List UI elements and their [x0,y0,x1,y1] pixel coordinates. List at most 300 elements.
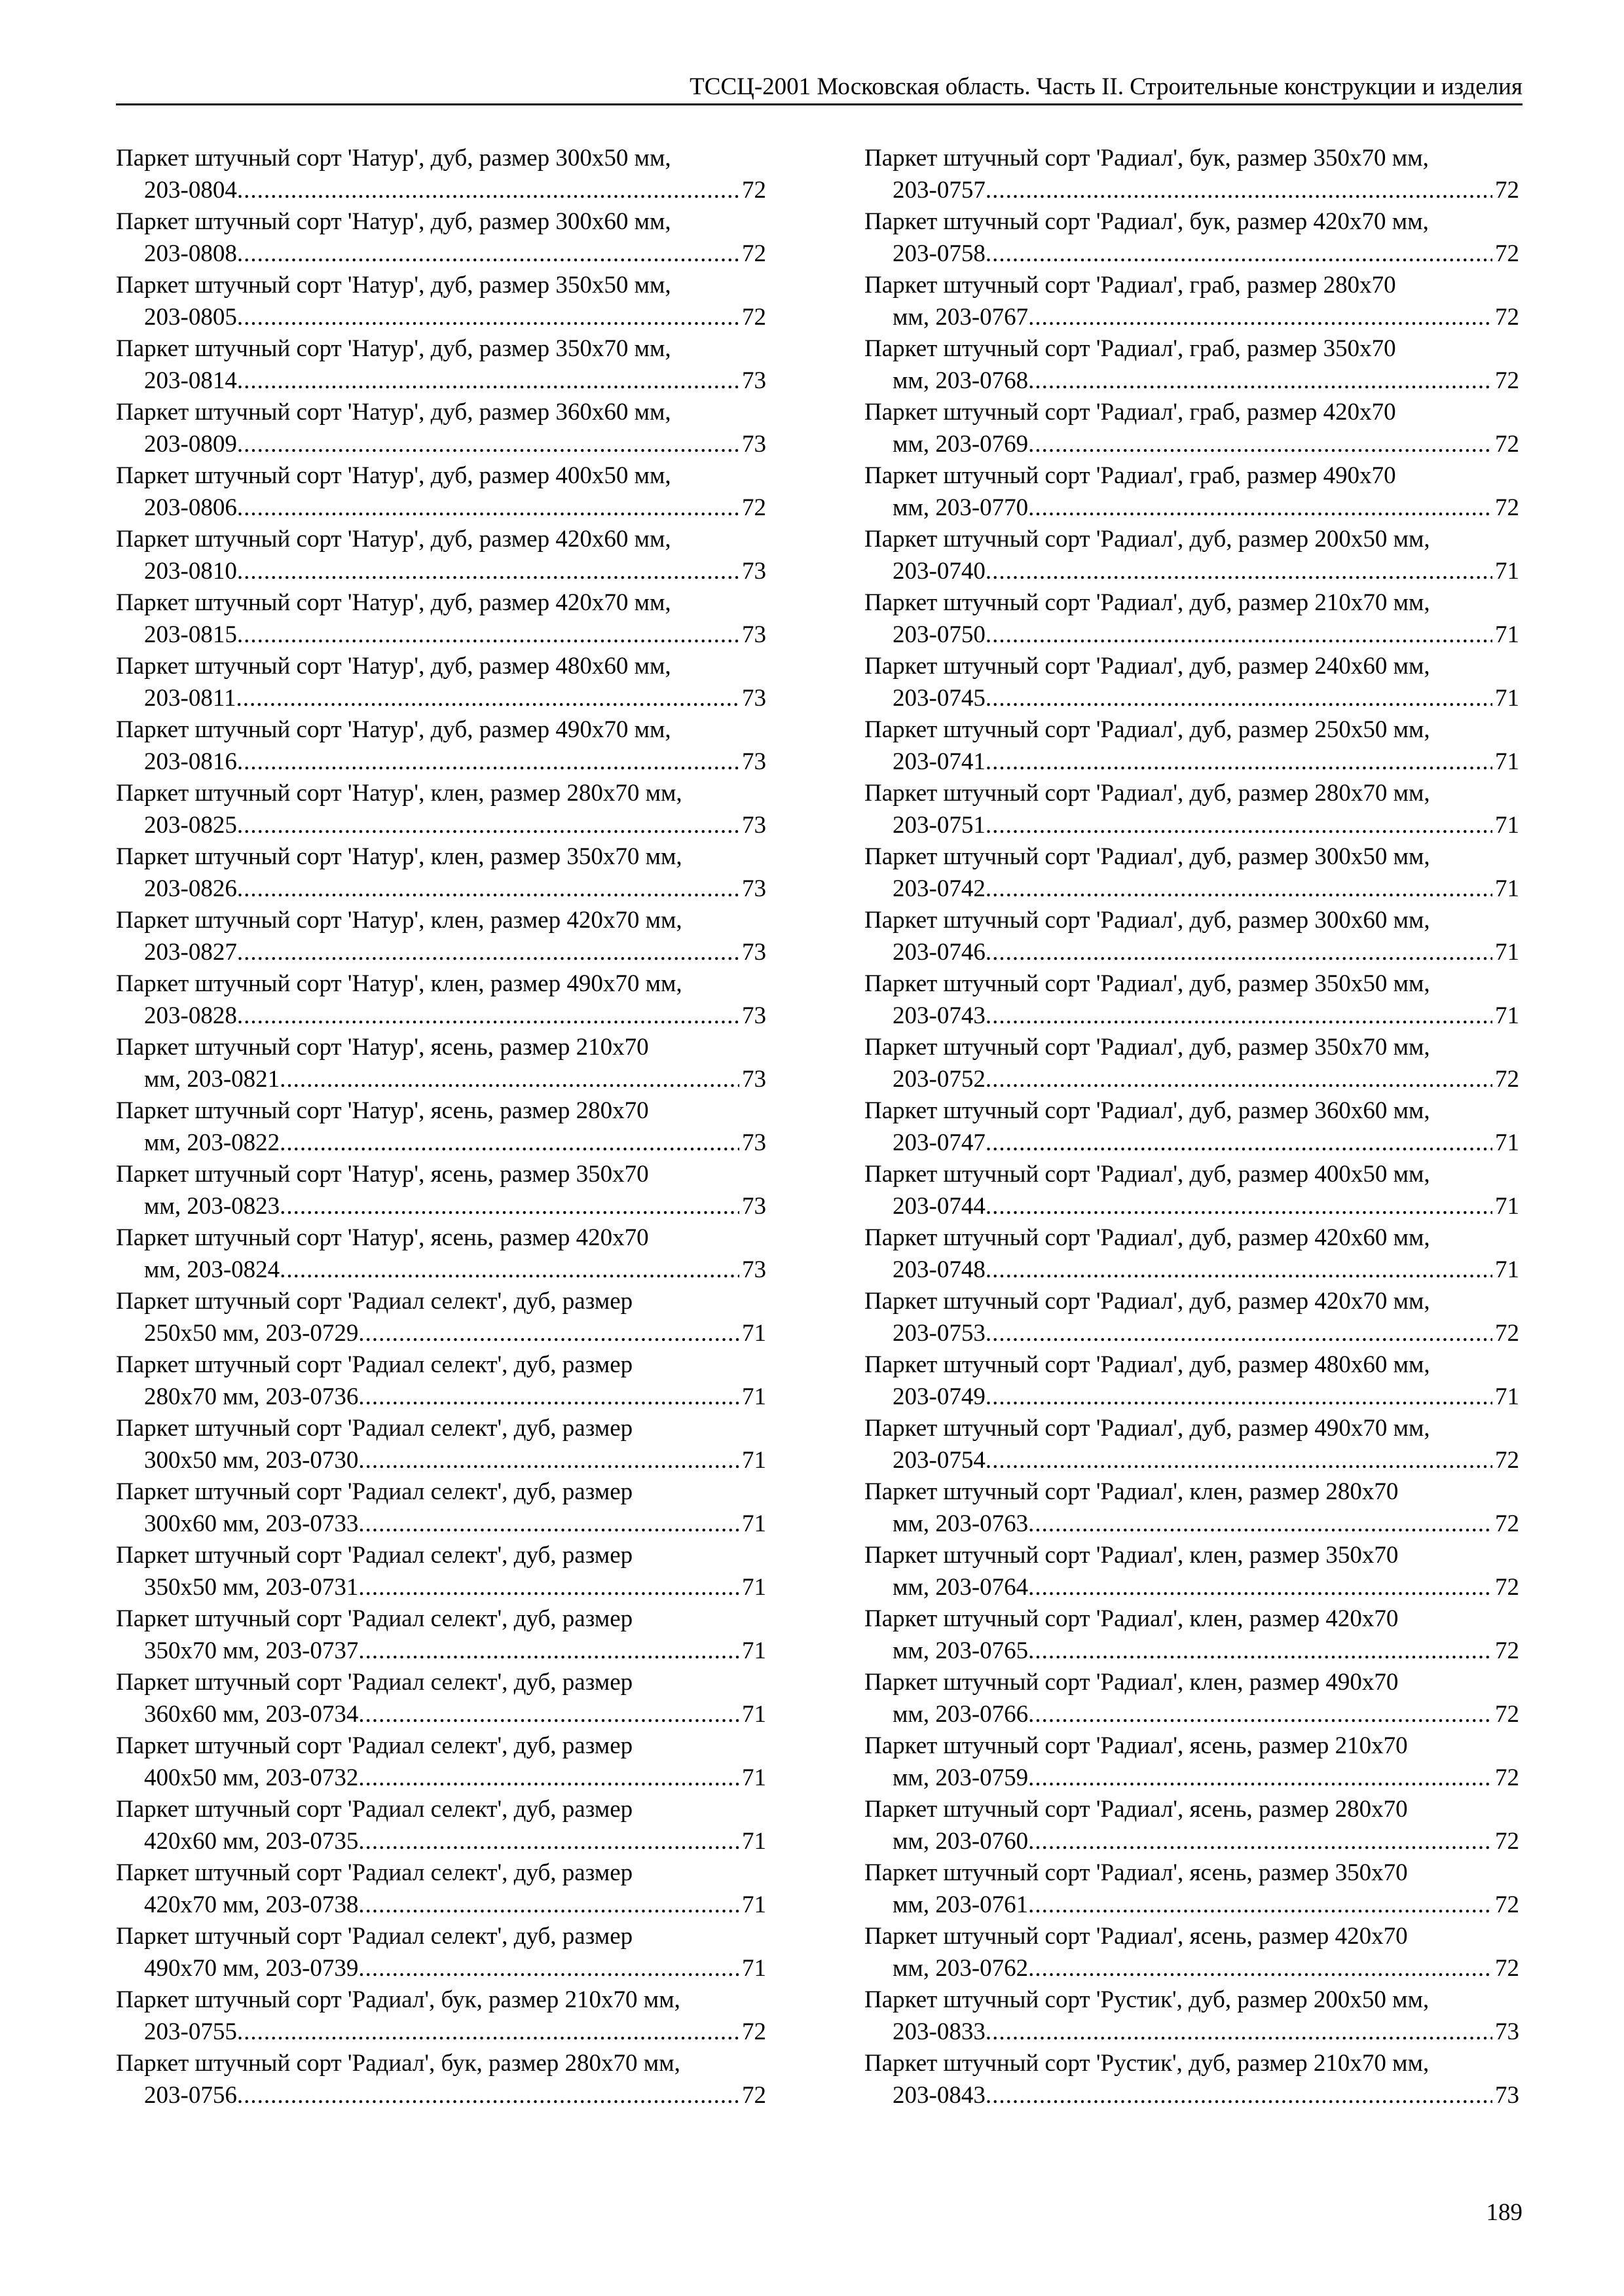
entry-code: мм, 203-0761 [893,1891,1029,1918]
entry-reference-line [864,1191,1519,1223]
entry-page-number: 71 [742,1446,766,1474]
entry-reference-line [116,1381,766,1413]
entry-description: Паркет штучный сорт 'Рустик', дуб, размер 210x70 мм, [864,2050,1430,2077]
entry-code: 203-0752 [893,1065,986,1093]
index-entry [116,270,766,333]
entry-reference-line [116,302,766,334]
index-column-left [116,143,766,2111]
dot-leader [1028,429,1492,461]
index-entry [864,587,1519,651]
entry-page-number: 71 [1495,1383,1519,1410]
entry-page-number: 72 [742,2018,766,2045]
entry-description: Паркет штучный сорт 'Радиал селект', дуб, размер [116,1288,633,1315]
entry-reference-line [864,1381,1519,1413]
dot-leader [1028,302,1492,334]
index-entry [116,333,766,397]
index-entry [864,1921,1519,1984]
dot-leader [986,556,1492,588]
dot-leader [986,873,1492,905]
entry-description: Паркет штучный сорт 'Натур', клен, размер 490x70 мм, [116,970,682,997]
entry-description: Паркет штучный сорт 'Радиал', граб, размер 350x70 [864,335,1396,362]
entry-description: Паркет штучный сорт 'Натур', клен, размер 350x70 мм, [116,843,682,870]
entry-description: Паркет штучный сорт 'Радиал', дуб, размер 300x50 мм, [864,843,1430,870]
entry-page-number: 71 [1495,557,1519,585]
entry-reference-line [864,365,1519,397]
entry-reference-line [864,1826,1519,1858]
entry-code: 250x50 мм, 203-0729 [144,1319,359,1347]
entry-page-number: 73 [1495,2018,1519,2045]
entry-page-number: 73 [742,621,766,648]
index-entry [116,1476,766,1540]
index-entry [116,143,766,206]
entry-code: 490x70 мм, 203-0739 [144,1954,359,1982]
index-entry [116,714,766,778]
index-entry [864,333,1519,397]
entry-reference-line [116,2016,766,2049]
entry-code: 203-0805 [144,303,237,331]
entry-reference-line [864,1572,1519,1604]
entry-code: 203-0746 [893,938,986,966]
entry-reference-line [116,1953,766,1985]
dot-leader [280,1254,739,1286]
entry-description: Паркет штучный сорт 'Радиал селект', дуб, размер [116,1732,633,1759]
entry-description: Паркет штучный сорт 'Радиал', дуб, размер 350x50 мм, [864,970,1430,997]
entry-reference-line [116,492,766,524]
index-entry [116,651,766,714]
dot-leader [1028,1699,1492,1731]
entry-page-number: 72 [1495,1637,1519,1664]
entry-reference-line [116,683,766,715]
index-entry [864,2048,1519,2111]
entry-code: мм, 203-0824 [144,1256,280,1283]
dot-leader [358,1635,739,1667]
index-entry [116,1984,766,2048]
entry-reference-line [116,1000,766,1032]
dot-leader [1028,1508,1492,1540]
dot-leader [237,746,739,778]
entry-reference-line [116,937,766,969]
entry-reference-line [864,1000,1519,1032]
entry-reference-line [116,1127,766,1159]
entry-code: 300x60 мм, 203-0733 [144,1510,359,1537]
index-entry [116,1222,766,1286]
index-entry [864,1413,1519,1476]
dot-leader [986,746,1492,778]
entry-description: Паркет штучный сорт 'Натур', дуб, размер 490x70 мм, [116,716,671,743]
index-entry [864,460,1519,524]
dot-leader [986,175,1492,207]
entry-code: 203-0744 [893,1192,986,1220]
index-entry [864,1984,1519,2048]
entry-reference-line [864,2080,1519,2112]
entry-description: Паркет штучный сорт 'Радиал', граб, размер 490x70 [864,462,1396,489]
entry-page-number: 71 [1495,1002,1519,1029]
entry-reference-line [864,2016,1519,2049]
entry-page-number: 71 [1495,938,1519,966]
entry-code: мм, 203-0759 [893,1764,1029,1791]
entry-description: Паркет штучный сорт 'Радиал', ясень, размер 280x70 [864,1796,1408,1823]
entry-code: мм, 203-0770 [893,494,1029,521]
entry-description: Паркет штучный сорт 'Натур', дуб, размер 300x60 мм, [116,208,671,235]
entry-reference-line [116,1318,766,1350]
entry-reference-line [116,1889,766,1922]
index-entry [864,206,1519,270]
index-entry [864,905,1519,968]
index-entry [116,206,766,270]
entry-code: 360x60 мм, 203-0734 [144,1700,359,1728]
entry-code: 203-0809 [144,430,237,458]
entry-description: Паркет штучный сорт 'Натур', дуб, размер 400x50 мм, [116,462,671,489]
page-number: 189 [1486,2199,1522,2226]
dot-leader [237,302,739,334]
entry-page-number: 72 [1495,1954,1519,1982]
entry-reference-line [864,1508,1519,1540]
entry-code: 203-0750 [893,621,986,648]
entry-description: Паркет штучный сорт 'Радиал', клен, размер 420x70 [864,1605,1399,1632]
entry-reference-line [864,873,1519,905]
entry-page-number: 73 [742,1002,766,1029]
entry-description: Паркет штучный сорт 'Натур', ясень, размер 210x70 [116,1034,649,1061]
entry-code: 203-0816 [144,748,237,775]
dot-leader [1028,1826,1492,1858]
index-entry [116,2048,766,2111]
entry-description: Паркет штучный сорт 'Радиал', дуб, размер 200x50 мм, [864,526,1430,553]
entry-page-number: 72 [1495,176,1519,204]
entry-page-number: 71 [742,1954,766,1982]
entry-page-number: 71 [742,1700,766,1728]
dot-leader [1028,492,1492,524]
entry-reference-line [116,175,766,207]
dot-leader [280,1127,739,1159]
index-entry [116,1095,766,1159]
index-entry [116,905,766,968]
index-entry [116,1667,766,1730]
entry-code: мм, 203-0769 [893,430,1029,458]
entry-code: мм, 203-0764 [893,1573,1029,1601]
entry-code: мм, 203-0767 [893,303,1029,331]
entry-code: мм, 203-0762 [893,1954,1029,1982]
index-entry [864,1667,1519,1730]
index-entry [116,397,766,460]
entry-reference-line [116,1254,766,1286]
entry-page-number: 71 [742,1383,766,1410]
entry-description: Паркет штучный сорт 'Радиал селект', дуб, размер [116,1605,633,1632]
dot-leader [358,1826,739,1858]
index-column-right [864,143,1519,2111]
entry-description: Паркет штучный сорт 'Радиал', дуб, размер 480x60 мм, [864,1351,1430,1378]
entry-description: Паркет штучный сорт 'Натур', дуб, размер 300x50 мм, [116,145,671,172]
index-entry [864,651,1519,714]
entry-page-number: 72 [1495,1065,1519,1093]
index-entry [864,1794,1519,1857]
entry-code: 203-0741 [893,748,986,775]
entry-description: Паркет штучный сорт 'Радиал', ясень, размер 210x70 [864,1732,1408,1759]
entry-code: 203-0749 [893,1383,986,1410]
index-entry [864,968,1519,1032]
dot-leader [986,810,1492,842]
entry-reference-line [864,1254,1519,1286]
entry-page-number: 72 [1495,1446,1519,1474]
entry-page-number: 73 [742,1256,766,1283]
entry-description: Паркет штучный сорт 'Натур', ясень, размер 420x70 [116,1224,649,1251]
entry-description: Паркет штучный сорт 'Радиал селект', дуб, размер [116,1415,633,1442]
dot-leader [358,1953,739,1985]
index-entry [864,1222,1519,1286]
dot-leader [986,1445,1492,1477]
entry-code: 203-0756 [144,2081,237,2109]
entry-description: Паркет штучный сорт 'Натур', дуб, размер 420x70 мм, [116,589,671,616]
dot-leader [280,1191,739,1223]
dot-leader [1028,1635,1492,1667]
dot-leader [237,492,739,524]
entry-code: 203-0827 [144,938,237,966]
index-entry [116,968,766,1032]
entry-page-number: 73 [742,1192,766,1220]
entry-page-number: 71 [742,1764,766,1791]
header-title: ТССЦ-2001 Московская область. Часть II. Строительные конструкции и изделия [690,73,1522,100]
entry-description: Паркет штучный сорт 'Радиал селект', дуб, размер [116,1923,633,1950]
entry-description: Паркет штучный сорт 'Натур', дуб, размер 420x60 мм, [116,526,671,553]
dot-leader [986,619,1492,651]
entry-description: Паркет штучный сорт 'Радиал', дуб, размер 240x60 мм, [864,653,1430,680]
dot-leader [986,1064,1492,1096]
index-entry [864,524,1519,587]
dot-leader [986,1127,1492,1159]
dot-leader [237,937,739,969]
index-entry [864,1032,1519,1095]
entry-description: Паркет штучный сорт 'Радиал', ясень, размер 350x70 [864,1859,1408,1886]
entry-page-number: 72 [1495,367,1519,394]
entry-reference-line [116,1572,766,1604]
entry-page-number: 71 [1495,621,1519,648]
entry-description: Паркет штучный сорт 'Радиал', бук, размер 350x70 мм, [864,145,1429,172]
entry-code: мм, 203-0823 [144,1192,280,1220]
entry-page-number: 71 [742,1510,766,1537]
entry-code: 203-0742 [893,875,986,902]
entry-page-number: 72 [1495,1891,1519,1918]
entry-description: Паркет штучный сорт 'Радиал селект', дуб, размер [116,1796,633,1823]
dot-leader [237,365,739,397]
entry-description: Паркет штучный сорт 'Радиал', бук, размер 420x70 мм, [864,208,1429,235]
entry-reference-line [864,492,1519,524]
index-entry [116,1603,766,1667]
entry-page-number: 71 [742,1827,766,1855]
entry-reference-line [116,556,766,588]
entry-page-number: 72 [742,2081,766,2109]
entry-code: 300x50 мм, 203-0730 [144,1446,359,1474]
index-entry [864,778,1519,841]
entry-description: Паркет штучный сорт 'Радиал', дуб, размер 210x70 мм, [864,589,1430,616]
entry-page-number: 72 [1495,1510,1519,1537]
entry-reference-line [864,175,1519,207]
index-entry [864,1603,1519,1667]
entry-code: 203-0804 [144,176,237,204]
entry-reference-line [116,1635,766,1667]
dot-leader [358,1381,739,1413]
index-entry [116,524,766,587]
entry-code: 420x70 мм, 203-0738 [144,1891,359,1918]
entry-page-number: 72 [1495,303,1519,331]
index-entry [864,1159,1519,1222]
entry-page-number: 71 [1495,748,1519,775]
entry-description: Паркет штучный сорт 'Рустик', дуб, размер 200x50 мм, [864,1986,1430,2013]
entry-page-number: 72 [1495,1827,1519,1855]
entry-reference-line [116,238,766,270]
entry-page-number: 71 [1495,684,1519,712]
entry-description: Паркет штучный сорт 'Радиал селект', дуб, размер [116,1859,633,1886]
entry-description: Паркет штучный сорт 'Радиал', ясень, размер 420x70 [864,1923,1408,1950]
entry-description: Паркет штучный сорт 'Радиал селект', дуб, размер [116,1542,633,1569]
entry-description: Паркет штучный сорт 'Натур', клен, размер 420x70 мм, [116,907,682,934]
index-entry [116,1349,766,1413]
dot-leader [986,1381,1492,1413]
dot-leader [986,1000,1492,1032]
entry-page-number: 71 [742,1319,766,1347]
index-entry [864,143,1519,206]
dot-leader [236,683,739,715]
entry-reference-line [116,365,766,397]
entry-description: Паркет штучный сорт 'Натур', дуб, размер 360x60 мм, [116,399,671,426]
dot-leader [1028,1762,1492,1795]
dot-leader [237,556,739,588]
entry-code: 203-0815 [144,621,237,648]
index-entry [116,1857,766,1921]
entry-reference-line [864,1699,1519,1731]
dot-leader [1028,365,1492,397]
entry-code: 203-0811 [144,684,236,712]
entry-page-number: 72 [1495,240,1519,267]
entry-description: Паркет штучный сорт 'Радиал селект', дуб, размер [116,1669,633,1696]
entry-code: 203-0825 [144,811,237,839]
dot-leader [237,429,739,461]
dot-leader [280,1064,739,1096]
entry-description: Паркет штучный сорт 'Радиал', клен, размер 490x70 [864,1669,1399,1696]
index-entry [864,841,1519,905]
entry-code: 420x60 мм, 203-0735 [144,1827,359,1855]
entry-code: 203-0743 [893,1002,986,1029]
entry-reference-line [116,619,766,651]
dot-leader [986,238,1492,270]
dot-leader [358,1508,739,1540]
index-entry [116,841,766,905]
dot-leader [1028,1572,1492,1604]
entry-description: Паркет штучный сорт 'Натур', клен, размер 280x70 мм, [116,780,682,807]
entry-code: 203-0751 [893,811,986,839]
index-entry [116,1540,766,1603]
index-entry [116,1730,766,1794]
entry-reference-line [864,937,1519,969]
entry-description: Паркет штучный сорт 'Натур', дуб, размер 480x60 мм, [116,653,671,680]
entry-reference-line [864,1762,1519,1795]
entry-page-number: 71 [1495,811,1519,839]
entry-page-number: 71 [1495,1192,1519,1220]
entry-description: Паркет штучный сорт 'Радиал', дуб, размер 400x50 мм, [864,1161,1430,1188]
entry-page-number: 71 [1495,1129,1519,1156]
entry-reference-line [116,1191,766,1223]
entry-page-number: 72 [742,303,766,331]
entry-description: Паркет штучный сорт 'Радиал', граб, размер 280x70 [864,272,1396,299]
dot-leader [986,683,1492,715]
index-entry [864,397,1519,460]
entry-description: Паркет штучный сорт 'Радиал', дуб, размер 490x70 мм, [864,1415,1430,1442]
entry-code: 203-0843 [893,2081,986,2109]
entry-page-number: 71 [742,1573,766,1601]
dot-leader [986,1254,1492,1286]
entry-reference-line [864,429,1519,461]
dot-leader [1028,1953,1492,1985]
entry-page-number: 72 [742,240,766,267]
entry-page-number: 73 [742,938,766,966]
entry-page-number: 73 [742,430,766,458]
entry-page-number: 73 [742,557,766,585]
entry-page-number: 73 [742,811,766,839]
entry-page-number: 73 [742,1065,766,1093]
entry-page-number: 72 [742,176,766,204]
entry-code: мм, 203-0822 [144,1129,280,1156]
entry-reference-line [864,238,1519,270]
dot-leader [237,619,739,651]
entry-description: Паркет штучный сорт 'Радиал', дуб, размер 420x70 мм, [864,1288,1430,1315]
entry-reference-line [864,302,1519,334]
entry-page-number: 73 [742,1129,766,1156]
entry-reference-line [864,683,1519,715]
dot-leader [358,1318,739,1350]
index-entry [864,270,1519,333]
index-entry [864,1286,1519,1349]
entry-page-number: 72 [1495,494,1519,521]
entry-description: Паркет штучный сорт 'Радиал', дуб, размер 360x60 мм, [864,1097,1430,1124]
entry-reference-line [116,1508,766,1540]
index-entry [116,1032,766,1095]
entry-description: Паркет штучный сорт 'Радиал', дуб, размер 280x70 мм, [864,780,1430,807]
index-entry [116,778,766,841]
entry-page-number: 73 [742,875,766,902]
index-entry [864,1540,1519,1603]
entry-page-number: 71 [1495,1256,1519,1283]
entry-description: Паркет штучный сорт 'Радиал', дуб, размер 250x50 мм, [864,716,1430,743]
entry-description: Паркет штучный сорт 'Радиал', клен, размер 350x70 [864,1542,1399,1569]
entry-reference-line [116,1064,766,1096]
entry-reference-line [864,1127,1519,1159]
entry-code: 203-0745 [893,684,986,712]
entry-reference-line [864,1635,1519,1667]
dot-leader [237,2016,739,2049]
dot-leader [358,1762,739,1795]
entry-page-number: 71 [742,1891,766,1918]
entry-code: 203-0740 [893,557,986,585]
dot-leader [986,937,1492,969]
entry-reference-line [116,2080,766,2112]
entry-code: 203-0747 [893,1129,986,1156]
dot-leader [986,2080,1492,2112]
entry-description: Паркет штучный сорт 'Натур', ясень, размер 280x70 [116,1097,649,1124]
dot-leader [1028,1889,1492,1922]
entry-page-number: 73 [1495,2081,1519,2109]
entry-page-number: 72 [1495,1573,1519,1601]
entry-code: 350x70 мм, 203-0737 [144,1637,359,1664]
entry-code: 203-0753 [893,1319,986,1347]
entry-code: 203-0808 [144,240,237,267]
entry-reference-line [864,1318,1519,1350]
entry-page-number: 72 [742,494,766,521]
entry-reference-line [864,746,1519,778]
entry-description: Паркет штучный сорт 'Радиал', клен, размер 280x70 [864,1478,1399,1505]
entry-description: Паркет штучный сорт 'Радиал селект', дуб, размер [116,1351,633,1378]
entry-code: 350x50 мм, 203-0731 [144,1573,359,1601]
entry-reference-line [864,1445,1519,1477]
running-header [116,71,1522,105]
entry-page-number: 72 [1495,1764,1519,1791]
